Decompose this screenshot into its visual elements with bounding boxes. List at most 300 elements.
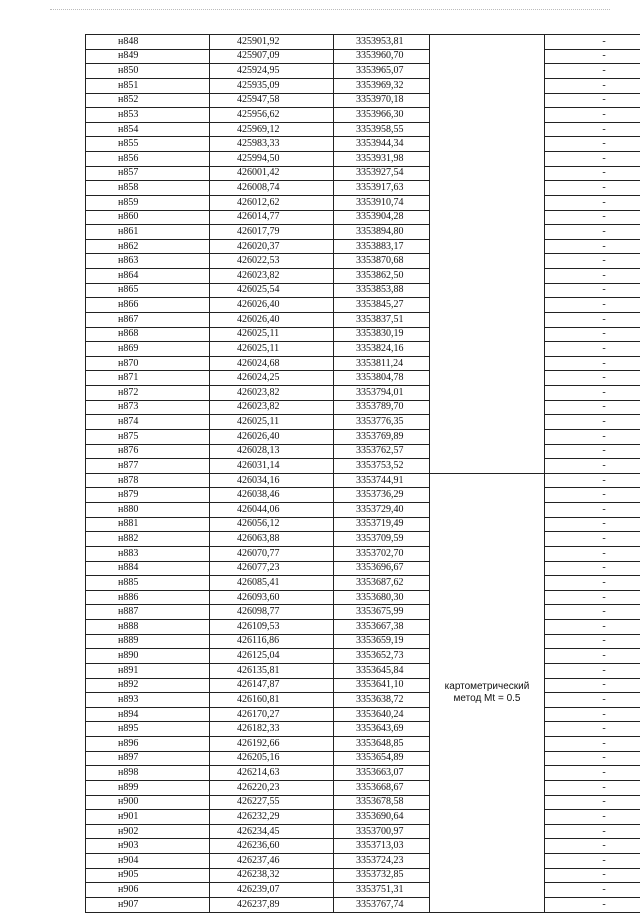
- dash-cell: -: [545, 122, 640, 137]
- x-coordinate-cell: 425983,33: [210, 137, 334, 152]
- point-id-cell: н899: [86, 780, 210, 795]
- table-row: [86, 780, 640, 795]
- table-row: [86, 181, 640, 196]
- x-coordinate-cell: 426008,74: [210, 181, 334, 196]
- point-id-cell: н854: [86, 122, 210, 137]
- table-row: [86, 678, 640, 693]
- x-coordinate-cell: 426085,41: [210, 576, 334, 591]
- y-coordinate-cell: 3353678,58: [334, 795, 430, 810]
- y-coordinate-cell: 3353910,74: [334, 195, 430, 210]
- table-row: [86, 122, 640, 137]
- point-id-cell: н904: [86, 854, 210, 869]
- point-id-cell: н879: [86, 488, 210, 503]
- x-coordinate-cell: 426098,77: [210, 605, 334, 620]
- dash-cell: -: [545, 751, 640, 766]
- table-row: [86, 166, 640, 181]
- y-coordinate-cell: 3353804,78: [334, 371, 430, 386]
- table-row: [86, 620, 640, 635]
- point-id-cell: н903: [86, 839, 210, 854]
- scan-artifact-line: [50, 9, 610, 12]
- table-row: [86, 298, 640, 313]
- dash-cell: -: [545, 356, 640, 371]
- x-coordinate-cell: 426056,12: [210, 517, 334, 532]
- y-coordinate-cell: 3353794,01: [334, 386, 430, 401]
- table-row: [86, 327, 640, 342]
- y-coordinate-cell: 3353751,31: [334, 883, 430, 898]
- point-id-cell: н870: [86, 356, 210, 371]
- y-coordinate-cell: 3353641,10: [334, 678, 430, 693]
- point-id-cell: н882: [86, 532, 210, 547]
- dash-cell: -: [545, 488, 640, 503]
- table-row: [86, 35, 640, 50]
- x-coordinate-cell: 426063,88: [210, 532, 334, 547]
- table-row: [86, 473, 640, 488]
- point-id-cell: н863: [86, 254, 210, 269]
- y-coordinate-cell: 3353944,34: [334, 137, 430, 152]
- y-coordinate-cell: 3353931,98: [334, 152, 430, 167]
- table-row: [86, 429, 640, 444]
- x-coordinate-cell: 426017,79: [210, 225, 334, 240]
- method-cell-group-b: [430, 473, 545, 912]
- y-coordinate-cell: 3353966,30: [334, 108, 430, 123]
- x-coordinate-cell: 426160,81: [210, 693, 334, 708]
- dash-cell: -: [545, 108, 640, 123]
- table-row: [86, 766, 640, 781]
- table-row: [86, 532, 640, 547]
- dash-cell: -: [545, 371, 640, 386]
- y-coordinate-cell: 3353732,85: [334, 868, 430, 883]
- dash-cell: -: [545, 883, 640, 898]
- dash-cell: -: [545, 546, 640, 561]
- point-id-cell: н850: [86, 64, 210, 79]
- table-row: [86, 605, 640, 620]
- y-coordinate-cell: 3353744,91: [334, 473, 430, 488]
- table-row: [86, 751, 640, 766]
- x-coordinate-cell: 426038,46: [210, 488, 334, 503]
- x-coordinate-cell: 426192,66: [210, 737, 334, 752]
- point-id-cell: н860: [86, 210, 210, 225]
- dash-cell: -: [545, 181, 640, 196]
- point-id-cell: н868: [86, 327, 210, 342]
- y-coordinate-cell: 3353696,67: [334, 561, 430, 576]
- table-row: [86, 254, 640, 269]
- dash-cell: -: [545, 561, 640, 576]
- dash-cell: -: [545, 795, 640, 810]
- x-coordinate-cell: 426239,07: [210, 883, 334, 898]
- dash-cell: -: [545, 298, 640, 313]
- point-id-cell: н896: [86, 737, 210, 752]
- dash-cell: -: [545, 503, 640, 518]
- point-id-cell: н871: [86, 371, 210, 386]
- x-coordinate-cell: 426012,62: [210, 195, 334, 210]
- y-coordinate-cell: 3353680,30: [334, 590, 430, 605]
- point-id-cell: н872: [86, 386, 210, 401]
- point-id-cell: н867: [86, 312, 210, 327]
- table-row: [86, 371, 640, 386]
- table-row: [86, 561, 640, 576]
- method-text: картометрический метод Mt = 0.5: [430, 681, 544, 705]
- table-row: [86, 839, 640, 854]
- table-row: [86, 488, 640, 503]
- x-coordinate-cell: 426044,06: [210, 503, 334, 518]
- y-coordinate-cell: 3353853,88: [334, 283, 430, 298]
- y-coordinate-cell: 3353736,29: [334, 488, 430, 503]
- x-coordinate-cell: 425935,09: [210, 78, 334, 93]
- x-coordinate-cell: 426024,68: [210, 356, 334, 371]
- table-row: [86, 854, 640, 869]
- y-coordinate-cell: 3353690,64: [334, 810, 430, 825]
- dash-cell: -: [545, 283, 640, 298]
- point-id-cell: н886: [86, 590, 210, 605]
- x-coordinate-cell: 426031,14: [210, 459, 334, 474]
- table-row: [86, 356, 640, 371]
- x-coordinate-cell: 426023,82: [210, 269, 334, 284]
- point-id-cell: н900: [86, 795, 210, 810]
- table-row: [86, 693, 640, 708]
- dash-cell: -: [545, 766, 640, 781]
- x-coordinate-cell: 425947,58: [210, 93, 334, 108]
- dash-cell: -: [545, 605, 640, 620]
- table-row: [86, 795, 640, 810]
- x-coordinate-cell: 425969,12: [210, 122, 334, 137]
- dash-cell: -: [545, 210, 640, 225]
- point-id-cell: н898: [86, 766, 210, 781]
- x-coordinate-cell: 425924,95: [210, 64, 334, 79]
- x-coordinate-cell: 425907,09: [210, 49, 334, 64]
- table-row: [86, 312, 640, 327]
- dash-cell: -: [545, 93, 640, 108]
- coordinates-table: [85, 34, 640, 913]
- point-id-cell: н887: [86, 605, 210, 620]
- x-coordinate-cell: 426025,54: [210, 283, 334, 298]
- y-coordinate-cell: 3353753,52: [334, 459, 430, 474]
- y-coordinate-cell: 3353713,03: [334, 839, 430, 854]
- dash-cell: -: [545, 620, 640, 635]
- dash-cell: -: [545, 225, 640, 240]
- y-coordinate-cell: 3353648,85: [334, 737, 430, 752]
- dash-cell: -: [545, 780, 640, 795]
- dash-cell: -: [545, 429, 640, 444]
- y-coordinate-cell: 3353668,67: [334, 780, 430, 795]
- dash-cell: -: [545, 195, 640, 210]
- x-coordinate-cell: 426232,29: [210, 810, 334, 825]
- y-coordinate-cell: 3353702,70: [334, 546, 430, 561]
- table-row: [86, 663, 640, 678]
- table-row: [86, 883, 640, 898]
- dash-cell: -: [545, 400, 640, 415]
- y-coordinate-cell: 3353960,70: [334, 49, 430, 64]
- point-id-cell: н855: [86, 137, 210, 152]
- dash-cell: -: [545, 824, 640, 839]
- dash-cell: -: [545, 312, 640, 327]
- table-row: [86, 342, 640, 357]
- x-coordinate-cell: 426034,16: [210, 473, 334, 488]
- x-coordinate-cell: 426026,40: [210, 298, 334, 313]
- point-id-cell: н902: [86, 824, 210, 839]
- y-coordinate-cell: 3353700,97: [334, 824, 430, 839]
- point-id-cell: н859: [86, 195, 210, 210]
- point-id-cell: н897: [86, 751, 210, 766]
- table-row: [86, 400, 640, 415]
- y-coordinate-cell: 3353927,54: [334, 166, 430, 181]
- table-row: [86, 824, 640, 839]
- table-row: [86, 93, 640, 108]
- y-coordinate-cell: 3353811,24: [334, 356, 430, 371]
- x-coordinate-cell: 426236,60: [210, 839, 334, 854]
- dash-cell: -: [545, 342, 640, 357]
- x-coordinate-cell: 426147,87: [210, 678, 334, 693]
- point-id-cell: н864: [86, 269, 210, 284]
- x-coordinate-cell: 426109,53: [210, 620, 334, 635]
- point-id-cell: н888: [86, 620, 210, 635]
- point-id-cell: н880: [86, 503, 210, 518]
- y-coordinate-cell: 3353709,59: [334, 532, 430, 547]
- x-coordinate-cell: 426238,32: [210, 868, 334, 883]
- point-id-cell: н873: [86, 400, 210, 415]
- table-row: [86, 108, 640, 123]
- y-coordinate-cell: 3353904,28: [334, 210, 430, 225]
- table-row: [86, 239, 640, 254]
- table-row: [86, 590, 640, 605]
- y-coordinate-cell: 3353970,18: [334, 93, 430, 108]
- x-coordinate-cell: 426093,60: [210, 590, 334, 605]
- y-coordinate-cell: 3353638,72: [334, 693, 430, 708]
- dash-cell: -: [545, 166, 640, 181]
- y-coordinate-cell: 3353654,89: [334, 751, 430, 766]
- table-row: [86, 810, 640, 825]
- x-coordinate-cell: 426025,11: [210, 415, 334, 430]
- point-id-cell: н894: [86, 707, 210, 722]
- dash-cell: -: [545, 78, 640, 93]
- point-id-cell: н878: [86, 473, 210, 488]
- point-id-cell: н865: [86, 283, 210, 298]
- dash-cell: -: [545, 663, 640, 678]
- x-coordinate-cell: 426001,42: [210, 166, 334, 181]
- table-row: [86, 137, 640, 152]
- point-id-cell: н876: [86, 444, 210, 459]
- point-id-cell: н852: [86, 93, 210, 108]
- dash-cell: -: [545, 386, 640, 401]
- y-coordinate-cell: 3353643,69: [334, 722, 430, 737]
- y-coordinate-cell: 3353667,38: [334, 620, 430, 635]
- y-coordinate-cell: 3353675,99: [334, 605, 430, 620]
- x-coordinate-cell: 426170,27: [210, 707, 334, 722]
- table-row: [86, 576, 640, 591]
- dash-cell: -: [545, 49, 640, 64]
- point-id-cell: н907: [86, 897, 210, 912]
- dash-cell: -: [545, 634, 640, 649]
- table-row: [86, 283, 640, 298]
- point-id-cell: н889: [86, 634, 210, 649]
- x-coordinate-cell: 426026,40: [210, 429, 334, 444]
- y-coordinate-cell: 3353862,50: [334, 269, 430, 284]
- point-id-cell: н869: [86, 342, 210, 357]
- dash-cell: -: [545, 590, 640, 605]
- dash-cell: -: [545, 327, 640, 342]
- dash-cell: -: [545, 459, 640, 474]
- x-coordinate-cell: 426227,55: [210, 795, 334, 810]
- table-row: [86, 49, 640, 64]
- table-row: [86, 546, 640, 561]
- table-row: [86, 459, 640, 474]
- dash-cell: -: [545, 64, 640, 79]
- x-coordinate-cell: 426014,77: [210, 210, 334, 225]
- point-id-cell: н857: [86, 166, 210, 181]
- y-coordinate-cell: 3353824,16: [334, 342, 430, 357]
- x-coordinate-cell: 426125,04: [210, 649, 334, 664]
- dash-cell: -: [545, 254, 640, 269]
- x-coordinate-cell: 426020,37: [210, 239, 334, 254]
- y-coordinate-cell: 3353769,89: [334, 429, 430, 444]
- x-coordinate-cell: 425901,92: [210, 35, 334, 50]
- table-row: [86, 210, 640, 225]
- table-row: [86, 269, 640, 284]
- dash-cell: -: [545, 137, 640, 152]
- dash-cell: -: [545, 239, 640, 254]
- point-id-cell: н856: [86, 152, 210, 167]
- point-id-cell: н885: [86, 576, 210, 591]
- table-row: [86, 868, 640, 883]
- x-coordinate-cell: 426116,86: [210, 634, 334, 649]
- y-coordinate-cell: 3353837,51: [334, 312, 430, 327]
- dash-cell: -: [545, 35, 640, 50]
- x-coordinate-cell: 426023,82: [210, 400, 334, 415]
- y-coordinate-cell: 3353659,19: [334, 634, 430, 649]
- dash-cell: -: [545, 868, 640, 883]
- dash-cell: -: [545, 269, 640, 284]
- x-coordinate-cell: 426220,23: [210, 780, 334, 795]
- y-coordinate-cell: 3353640,24: [334, 707, 430, 722]
- dash-cell: -: [545, 444, 640, 459]
- point-id-cell: н892: [86, 678, 210, 693]
- dash-cell: -: [545, 707, 640, 722]
- dash-cell: -: [545, 854, 640, 869]
- x-coordinate-cell: 426077,23: [210, 561, 334, 576]
- x-coordinate-cell: 426025,11: [210, 342, 334, 357]
- point-id-cell: н884: [86, 561, 210, 576]
- x-coordinate-cell: 426182,33: [210, 722, 334, 737]
- x-coordinate-cell: 426024,25: [210, 371, 334, 386]
- point-id-cell: н905: [86, 868, 210, 883]
- x-coordinate-cell: 426028,13: [210, 444, 334, 459]
- x-coordinate-cell: 425956,62: [210, 108, 334, 123]
- dash-cell: -: [545, 576, 640, 591]
- point-id-cell: н901: [86, 810, 210, 825]
- point-id-cell: н866: [86, 298, 210, 313]
- y-coordinate-cell: 3353894,80: [334, 225, 430, 240]
- table-row: [86, 225, 640, 240]
- table-row: [86, 64, 640, 79]
- point-id-cell: н883: [86, 546, 210, 561]
- point-id-cell: н881: [86, 517, 210, 532]
- y-coordinate-cell: 3353883,17: [334, 239, 430, 254]
- point-id-cell: н861: [86, 225, 210, 240]
- point-id-cell: н862: [86, 239, 210, 254]
- dash-cell: -: [545, 737, 640, 752]
- y-coordinate-cell: 3353776,35: [334, 415, 430, 430]
- x-coordinate-cell: 426022,53: [210, 254, 334, 269]
- table-row: [86, 152, 640, 167]
- point-id-cell: н906: [86, 883, 210, 898]
- table-row: [86, 195, 640, 210]
- point-id-cell: н890: [86, 649, 210, 664]
- y-coordinate-cell: 3353687,62: [334, 576, 430, 591]
- x-coordinate-cell: 426023,82: [210, 386, 334, 401]
- table-row: [86, 517, 640, 532]
- y-coordinate-cell: 3353729,40: [334, 503, 430, 518]
- point-id-cell: н858: [86, 181, 210, 196]
- y-coordinate-cell: 3353830,19: [334, 327, 430, 342]
- y-coordinate-cell: 3353845,27: [334, 298, 430, 313]
- y-coordinate-cell: 3353645,84: [334, 663, 430, 678]
- dash-cell: -: [545, 678, 640, 693]
- table-row: [86, 415, 640, 430]
- table-row: [86, 707, 640, 722]
- y-coordinate-cell: 3353953,81: [334, 35, 430, 50]
- table-row: [86, 503, 640, 518]
- point-id-cell: н849: [86, 49, 210, 64]
- table-row: [86, 634, 640, 649]
- y-coordinate-cell: 3353652,73: [334, 649, 430, 664]
- x-coordinate-cell: 426237,89: [210, 897, 334, 912]
- table-row: [86, 649, 640, 664]
- y-coordinate-cell: 3353719,49: [334, 517, 430, 532]
- point-id-cell: н877: [86, 459, 210, 474]
- point-id-cell: н848: [86, 35, 210, 50]
- y-coordinate-cell: 3353762,57: [334, 444, 430, 459]
- dash-cell: -: [545, 517, 640, 532]
- point-id-cell: н853: [86, 108, 210, 123]
- x-coordinate-cell: 426026,40: [210, 312, 334, 327]
- table-row: [86, 386, 640, 401]
- y-coordinate-cell: 3353663,07: [334, 766, 430, 781]
- dash-cell: -: [545, 152, 640, 167]
- table-row: [86, 78, 640, 93]
- point-id-cell: н851: [86, 78, 210, 93]
- y-coordinate-cell: 3353724,23: [334, 854, 430, 869]
- y-coordinate-cell: 3353965,07: [334, 64, 430, 79]
- point-id-cell: н895: [86, 722, 210, 737]
- method-cell-group-a: [430, 35, 545, 474]
- table-row: [86, 444, 640, 459]
- point-id-cell: н875: [86, 429, 210, 444]
- dash-cell: -: [545, 649, 640, 664]
- x-coordinate-cell: 426214,63: [210, 766, 334, 781]
- y-coordinate-cell: 3353870,68: [334, 254, 430, 269]
- y-coordinate-cell: 3353917,63: [334, 181, 430, 196]
- x-coordinate-cell: 426135,81: [210, 663, 334, 678]
- point-id-cell: н874: [86, 415, 210, 430]
- dash-cell: -: [545, 473, 640, 488]
- y-coordinate-cell: 3353958,55: [334, 122, 430, 137]
- x-coordinate-cell: 426237,46: [210, 854, 334, 869]
- y-coordinate-cell: 3353789,70: [334, 400, 430, 415]
- table-row: [86, 737, 640, 752]
- point-id-cell: н891: [86, 663, 210, 678]
- x-coordinate-cell: 426070,77: [210, 546, 334, 561]
- x-coordinate-cell: 426205,16: [210, 751, 334, 766]
- x-coordinate-cell: 425994,50: [210, 152, 334, 167]
- table-row: [86, 722, 640, 737]
- dash-cell: -: [545, 722, 640, 737]
- coordinates-table-body: [86, 35, 640, 913]
- dash-cell: -: [545, 839, 640, 854]
- x-coordinate-cell: 426234,45: [210, 824, 334, 839]
- dash-cell: -: [545, 415, 640, 430]
- y-coordinate-cell: 3353969,32: [334, 78, 430, 93]
- dash-cell: -: [545, 897, 640, 912]
- dash-cell: -: [545, 693, 640, 708]
